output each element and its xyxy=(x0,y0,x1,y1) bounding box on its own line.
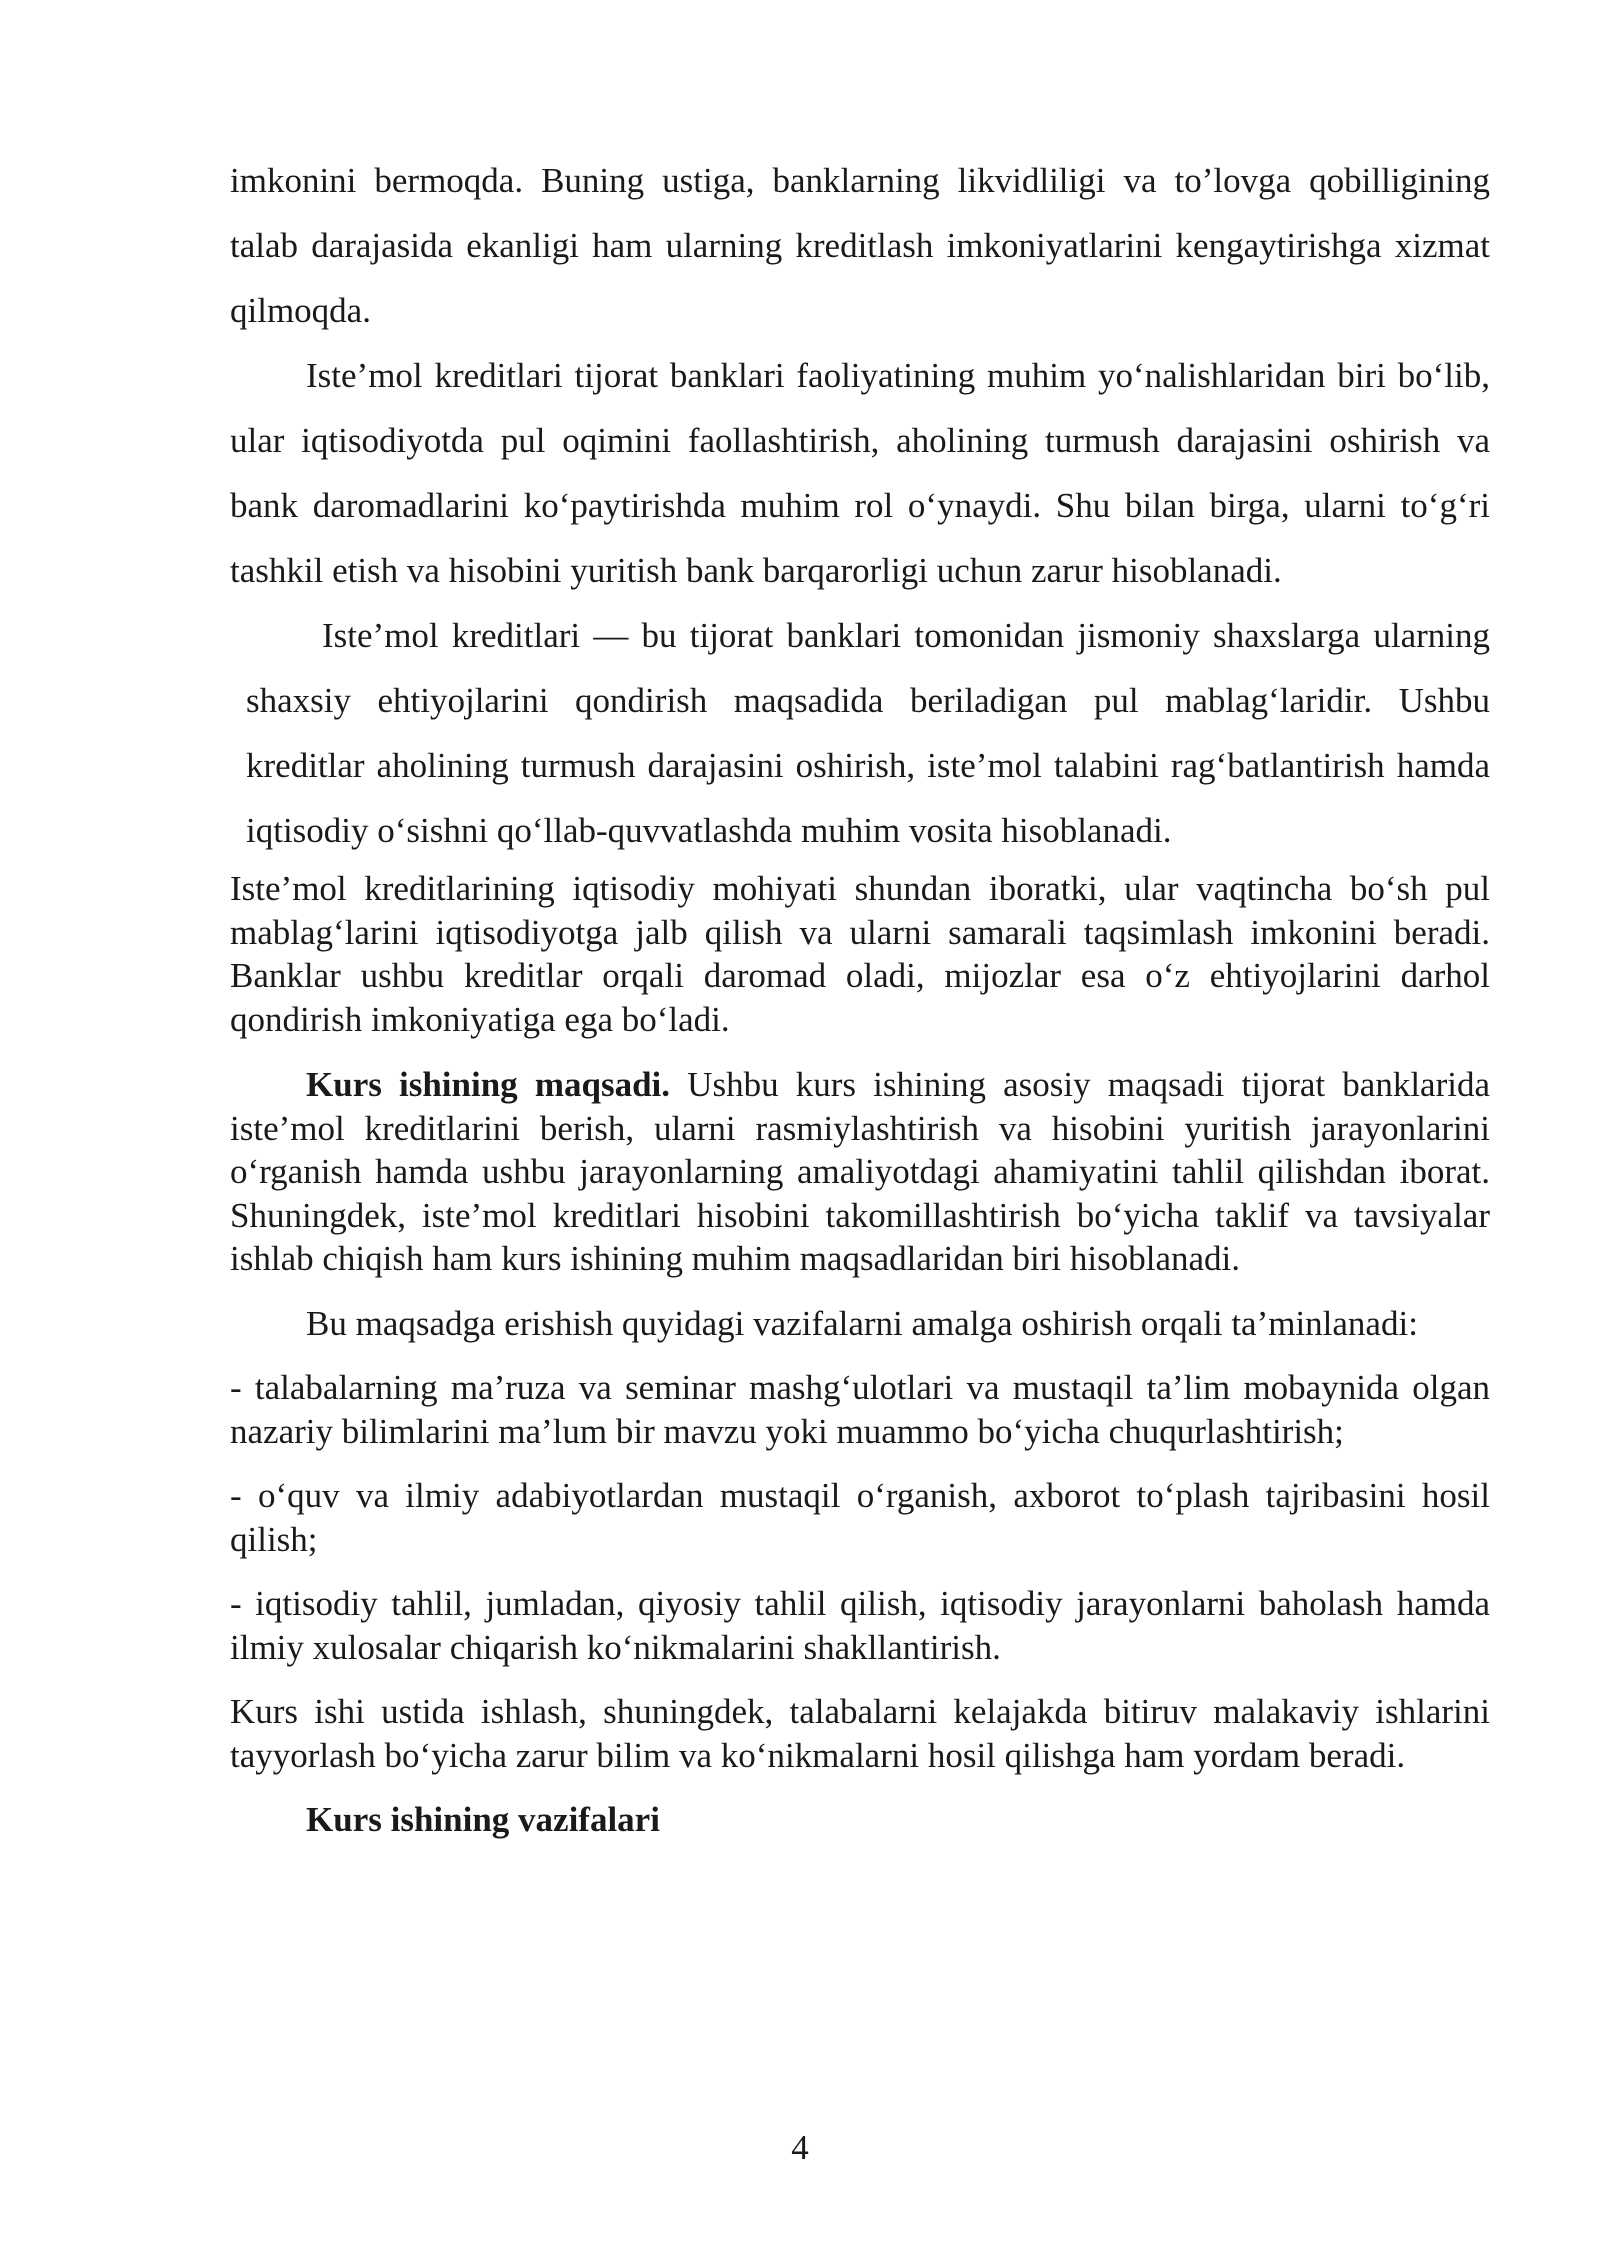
list-item-deepen-knowledge: - talabalarning ma’ruza va seminar mashg‘ulotlari va mustaqil ta’lim mobaynida olgan nazariy bilimlarini ma’lum bir mavzu yoki muammo bo‘yicha chuqurlashtirish; xyxy=(230,1368,1490,1451)
paragraph-course-goal xyxy=(230,1063,1490,1281)
course-goal-text: Ushbu kurs ishining asosiy maqsadi tijorat banklarida iste’mol kreditlarini berish, ularni rasmiylashtirish va hisobini yuritish jarayonlarini o‘rganish hamda ushbu jarayonlarning amaliyotdagi ahamiyatini tahlil qilishdan iborat. Shuningdek, iste’mol kreditlari hisobini takomillashtirish bo‘yicha taklif va tavsiyalar ishlab chiqish ham kurs ishining muhim maqsadlaridan biri hisoblanadi. xyxy=(230,1065,1490,1278)
document-page xyxy=(230,148,1490,1842)
paragraph-course-work-benefit: Kurs ishi ustida ishlash, shuningdek, talabalarni kelajakda bitiruv malakaviy ishlarini tayyorlash bo‘yicha zarur bilim va ko‘nikmalarni hosil qilishga ham yordam beradi. xyxy=(230,1692,1490,1775)
list-item-independent-study: - o‘quv va ilmiy adabiyotlardan mustaqil o‘rganish, axborot to‘plash tajribasini hosil qilish; xyxy=(230,1476,1490,1559)
paragraph-banks-liquidity: imkonini bermoqda. Buning ustiga, banklarning likvidliligi va to’lovga qobilligining talab darajasida ekanligi ham ularning kreditlash imkoniyatlarini kengaytirishga xizmat qilmoqda. xyxy=(230,161,1490,330)
paragraph-consumer-credit-definition: Iste’mol kreditlari — bu tijorat banklari tomonidan jismoniy shaxslarga ularning shaxsiy ehtiyojlarini qondirish maqsadida beriladigan pul mablag‘laridir. Ushbu kreditlar aholining turmush darajasini oshirish, iste’mol talabini rag‘batlantirish hamda iqtisodiy o‘sishni qo‘llab-quvvatlashda muhim vosita hisoblanadi. xyxy=(246,616,1490,850)
paragraph-consumer-credit-role: Iste’mol kreditlari tijorat banklari faoliyatining muhim yo‘nalishlaridan biri bo‘lib, ular iqtisodiyotda pul oqimini faollashtirish, aholining turmush darajasini oshirish va bank daromadlarini ko‘paytirishda muhim rol o‘ynaydi. Shu bilan birga, ularni to‘g‘ri tashkil etish va hisobini yuritish bank barqarorligi uchun zarur hisoblanadi. xyxy=(230,356,1490,590)
list-item-economic-analysis: - iqtisodiy tahlil, jumladan, qiyosiy tahlil qilish, iqtisodiy jarayonlarni baholash hamda ilmiy xulosalar chiqarish ko‘nikmalarini shakllantirish. xyxy=(230,1584,1490,1667)
section-heading xyxy=(230,1798,1490,1842)
section-heading-text: Kurs ishining vazifalari xyxy=(306,1800,660,1839)
paragraph-economic-essence: Iste’mol kreditlarining iqtisodiy mohiyati shundan iboratki, ular vaqtincha bo‘sh pul mablag‘larini iqtisodiyotga jalb qilish va ularni samarali taqsimlash imkonini beradi. Banklar ushbu kreditlar orqali daromad oladi, mijozlar esa o‘z ehtiyojlarini darhol qondirish imkoniyatiga ega bo‘ladi. xyxy=(230,869,1490,1039)
course-goal-heading: Kurs ishining maqsadi. xyxy=(306,1065,671,1104)
page-number: 4 xyxy=(791,2128,809,2167)
paragraph-tasks-intro: Bu maqsadga erishish quyidagi vazifalarni amalga oshirish orqali ta’minlanadi: xyxy=(306,1303,1418,1343)
